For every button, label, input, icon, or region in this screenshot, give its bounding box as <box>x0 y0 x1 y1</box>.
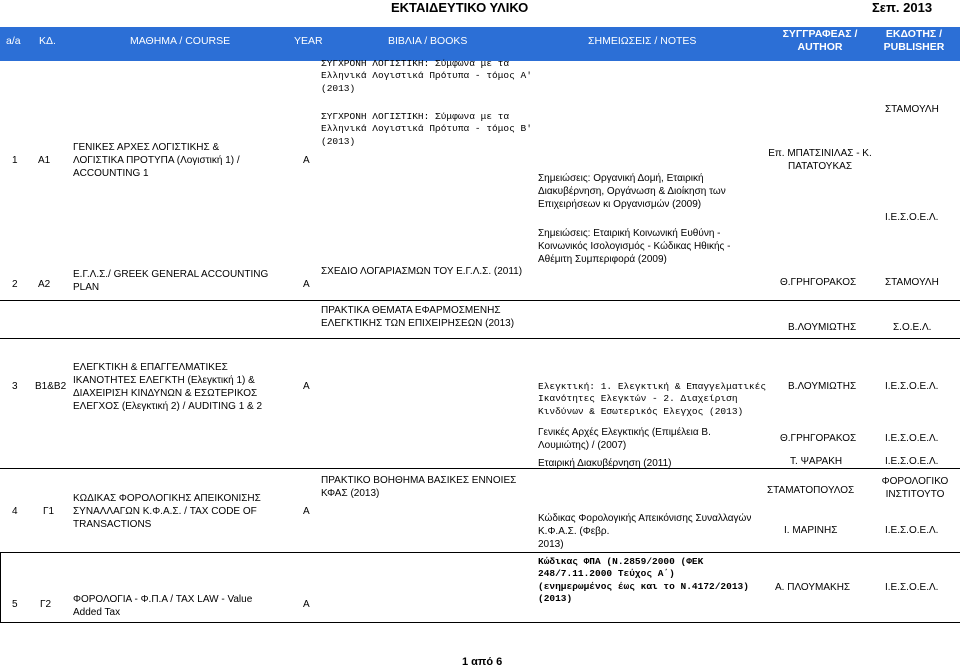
row-separator <box>0 468 960 469</box>
column-header-notes: ΣΗΜΕΙΩΣΕΙΣ / NOTES <box>588 35 697 47</box>
row-4-author-1: ΣΤΑΜΑΤΟΠΟΥΛΟΣ <box>767 485 855 496</box>
row-2-course: Ε.Γ.Λ.Σ./ GREEK GENERAL ACCOUNTING PLAN <box>73 269 269 293</box>
row-4-code: Γ1 <box>43 506 55 517</box>
row-2-publisher-1: ΣΤΑΜΟΥΛΗ <box>885 277 939 288</box>
row-3-publisher-1: Ι.Ε.Σ.Ο.Ε.Λ. <box>885 381 939 392</box>
row-5-publisher: Ι.Ε.Σ.Ο.Ε.Λ. <box>885 582 939 593</box>
row-2-author-2: Β.ΛΟΥΜΙΩΤΗΣ <box>788 322 857 333</box>
row-2-author-1: Θ.ΓΡΗΓΟΡΑΚΟΣ <box>780 277 857 288</box>
row-separator <box>0 338 960 339</box>
row-5-course: ΦΟΡΟΛΟΓΙΑ - Φ.Π.Α / TAX LAW - Value Added Tax <box>73 594 253 618</box>
row-3-course: ΕΛΕΓΚΤΙΚΗ & ΕΠΑΓΓΕΛΜΑΤΙΚΕΣ ΙΚΑΝΟΤΗΤΕΣ ΕΛΕΓΚΤΗ (Ελεγκτική 1) & ΔΙΑΧΕΙΡΙΣΗ ΚΙΝΔΥΝΩΝ & ΕΣΩΤΕΡΙΚΟΣ ΕΛΕΓΧΟΣ (Ελεγκτική 2) / AUDITING 1 & 2 <box>73 362 263 412</box>
row-3-publisher-2: Ι.Ε.Σ.Ο.Ε.Λ. <box>885 433 939 444</box>
column-header-year: YEAR <box>294 35 323 47</box>
row-1-note-1: Σημειώσεις: Οργανική Δομή, Εταιρική Διακυβέρνηση, Οργάνωση & Διοίκηση των Επιχειρήσεων κι Οργανισμών (2009) <box>538 173 726 210</box>
row-2-number: 2 <box>12 279 18 290</box>
row-1-author: Επ. ΜΠΑΤΣΙΝΙΛΑΣ - Κ. ΠΑΤΑΤΟΥΚΑΣ <box>768 148 872 172</box>
row-1-year: Α <box>303 155 310 166</box>
row-1-course: ΓΕΝΙΚΕΣ ΑΡΧΕΣ ΛΟΓΙΣΤΙΚΗΣ & ΛΟΓΙΣΤΙΚΑ ΠΡΟΤΥΠΑ (Λογιστική 1) / ACCOUNTING 1 <box>73 142 240 179</box>
row-3-author-3: Τ. ΨΑΡΑΚΗ <box>790 456 843 467</box>
semester-label: Σεπ. 2013 <box>872 0 933 15</box>
row-1-publisher-2: Ι.Ε.Σ.Ο.Ε.Λ. <box>885 212 939 223</box>
row-3-note-3: Εταιρική Διακυβέρνηση (2011) <box>538 458 672 469</box>
row-2-book-2: ΠΡΑΚΤΙΚΑ ΘΕΜΑΤΑ ΕΦΑΡΜΟΣΜΕΝΗΣ ΕΛΕΓΚΤΙΚΗΣ ΤΩΝ ΕΠΙΧΕΙΡΗΣΕΩΝ (2013) <box>321 305 515 329</box>
row-1-note-2: Σημειώσεις: Εταιρική Κοινωνική Ευθύνη - Κοινωνικός Ισολογισμός - Κώδικας Ηθικής - Αθέμιτη Συμπεριφορά (2009) <box>538 228 731 265</box>
row-1-code: Α1 <box>38 155 51 166</box>
column-header-author: ΣΥΓΓΡΑΦΕΑΣ / AUTHOR <box>782 28 858 54</box>
row-separator <box>0 622 960 623</box>
table-header <box>0 27 960 61</box>
row-4-course: ΚΩΔΙΚΑΣ ΦΟΡΟΛΟΓΙΚΗΣ ΑΠΕΙΚΟΝΙΣΗΣ ΣΥΝΑΛΛΑΓΩΝ Κ.Φ.Α.Σ. / TAX CODE OF TRANSACTIONS <box>73 493 261 530</box>
row-4-publisher-2: Ι.Ε.Σ.Ο.Ε.Λ. <box>885 525 939 536</box>
row-2-publisher-2: Σ.Ο.Ε.Λ. <box>893 322 932 333</box>
row-4-year: Α <box>303 506 310 517</box>
row-4-number: 4 <box>12 506 18 517</box>
row-3-author-2: Θ.ΓΡΗΓΟΡΑΚΟΣ <box>780 433 857 444</box>
row-2-book-1: ΣΧΕΔΙΟ ΛΟΓΑΡΙΑΣΜΩΝ ΤΟΥ Ε.Γ.Λ.Σ. (2011) <box>321 266 523 277</box>
row-4-author-2: Ι. ΜΑΡΙΝΗΣ <box>784 525 838 536</box>
column-header-aa: a/a <box>6 35 21 47</box>
row-3-number: 3 <box>12 381 18 392</box>
row-1-publisher-1: ΣΤΑΜΟΥΛΗ <box>885 104 939 115</box>
row-3-author-1: Β.ΛΟΥΜΙΩΤΗΣ <box>788 381 857 392</box>
row-2-code: Α2 <box>38 279 51 290</box>
row-4-book: ΠΡΑΚΤΙΚΟ ΒΟΗΘΗΜΑ ΒΑΣΙΚΕΣ ΕΝΝΟΙΕΣ ΚΦΑΣ (2013) <box>321 475 517 499</box>
row-3-publisher-3: Ι.Ε.Σ.Ο.Ε.Λ. <box>885 456 939 467</box>
column-header-course: ΜΑΘΗΜΑ / COURSE <box>130 35 231 47</box>
row-3-year: Α <box>303 381 310 392</box>
row-separator <box>0 552 960 553</box>
column-header-books: ΒΙΒΛΙΑ / BOOKS <box>388 35 468 47</box>
column-separator <box>0 552 1 622</box>
row-5-code: Γ2 <box>40 599 52 610</box>
row-5-year: Α <box>303 599 310 610</box>
row-4-publisher-1: ΦΟΡΟΛΟΓΙΚΟ ΙΝΣΤΙΤΟΥΤΟ <box>881 476 949 500</box>
row-5-author: Α. ΠΛΟΥΜΑΚΗΣ <box>775 582 851 593</box>
row-1-number: 1 <box>12 155 18 166</box>
row-1-book-1: ΣΥΓΧΡΟΝΗ ΛΟΓΙΣΤΙΚΗ: Σύμφωνα με τα Ελληνικά Λογιστικά Πρότυπα - τόμος Α' (2013) <box>321 58 532 94</box>
row-1-book-2: ΣΥΓΧΡΟΝΗ ΛΟΓΙΣΤΙΚΗ: Σύμφωνα με τα Ελληνικά Λογιστικά Πρότυπα - τόμος Β' (2013) <box>321 111 532 147</box>
row-separator <box>0 300 960 301</box>
row-2-year: Α <box>303 279 310 290</box>
row-3-note-1: Ελεγκτική: 1. Ελεγκτική & Επαγγελματικές Ικανότητες Ελεγκτών - 2. Διαχείριση Κινδύνων & Εσωτερικός Ελεγχος (2013) <box>538 381 767 417</box>
row-5-number: 5 <box>12 599 18 610</box>
row-3-note-2: Γενικές Αρχές Ελεγκτικής (Επιμέλεια Β. Λουμιώτης) / (2007) <box>538 427 711 451</box>
document-title: ΕΚΤΑΙΔΕΥΤΙΚΟ ΥΛΙΚΟ <box>391 0 529 15</box>
row-4-note: Κώδικας Φορολογικής Απεικόνισης Συναλλαγών Κ.Φ.Α.Σ. (Φεβρ. 2013) <box>538 513 752 550</box>
row-3-code: Β1&Β2 <box>35 381 67 392</box>
row-5-note: Κώδικας ΦΠΑ (Ν.2859/2000 (ΦΕΚ 248/7.11.2000 Τεύχος Α΄) (ενημερωμένος έως και το Ν.4172/2013) (2013) <box>538 556 749 605</box>
column-header-publisher: ΕΚΔΟΤΗΣ / PUBLISHER <box>883 28 945 54</box>
column-header-kd: ΚΔ. <box>39 35 56 47</box>
page-number: 1 από 6 <box>462 656 503 668</box>
